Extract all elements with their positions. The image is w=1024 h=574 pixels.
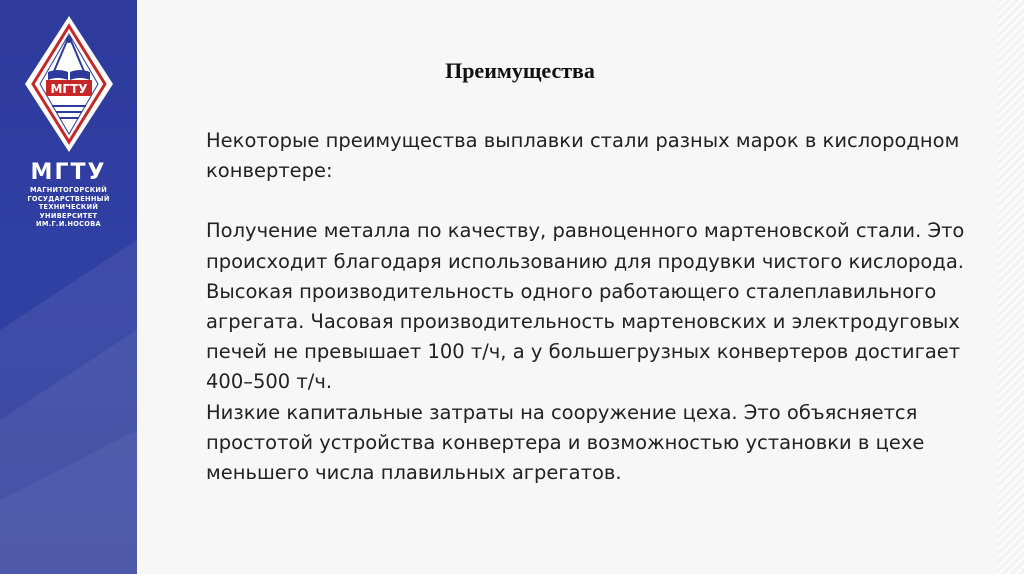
decorative-strip (998, 0, 1024, 574)
university-line: МАГНИТОГОРСКИЙ (29, 186, 108, 194)
mgtu-emblem-icon (22, 14, 116, 154)
advantage-paragraph: Получение металла по качеству, равноценного мартеновской стали. Это происходит благодаря использованию для продувки чистого кислорода. (206, 219, 965, 273)
advantage-paragraph: Высокая производительность одного работающего сталеплавильного агрегата. Часовая производительность мартеновских и электродуговых печей не превышает 100 т/ч, а у большегрузных конвертеров достигает 400–500 т/ч. (206, 279, 961, 394)
intro-paragraph: Некоторые преимущества выплавки стали разных марок в кислородном конвертере: (206, 129, 960, 183)
university-line: УНИВЕРСИТЕТ (39, 211, 98, 220)
slide-content (206, 126, 996, 488)
slide-title: Преимущества (445, 58, 595, 83)
university-line: ТЕХНИЧЕСКИЙ (38, 203, 99, 212)
logo-text: МГТУ (50, 82, 88, 96)
brand-name: МГТУ (30, 160, 107, 185)
advantage-paragraph: Низкие капитальные затраты на сооружение цеха. Это объясняется простотой устройства конвертера и возможностью установки в цехе меньшего числа плавильных агрегатов. (206, 400, 925, 485)
university-name (0, 186, 137, 229)
sidebar (0, 0, 137, 574)
paragraph-spacer (206, 186, 996, 216)
university-line: ГОСУДАРСТВЕННЫЙ (27, 194, 110, 203)
university-line: ИМ.Г.И.НОСОВА (36, 220, 101, 229)
